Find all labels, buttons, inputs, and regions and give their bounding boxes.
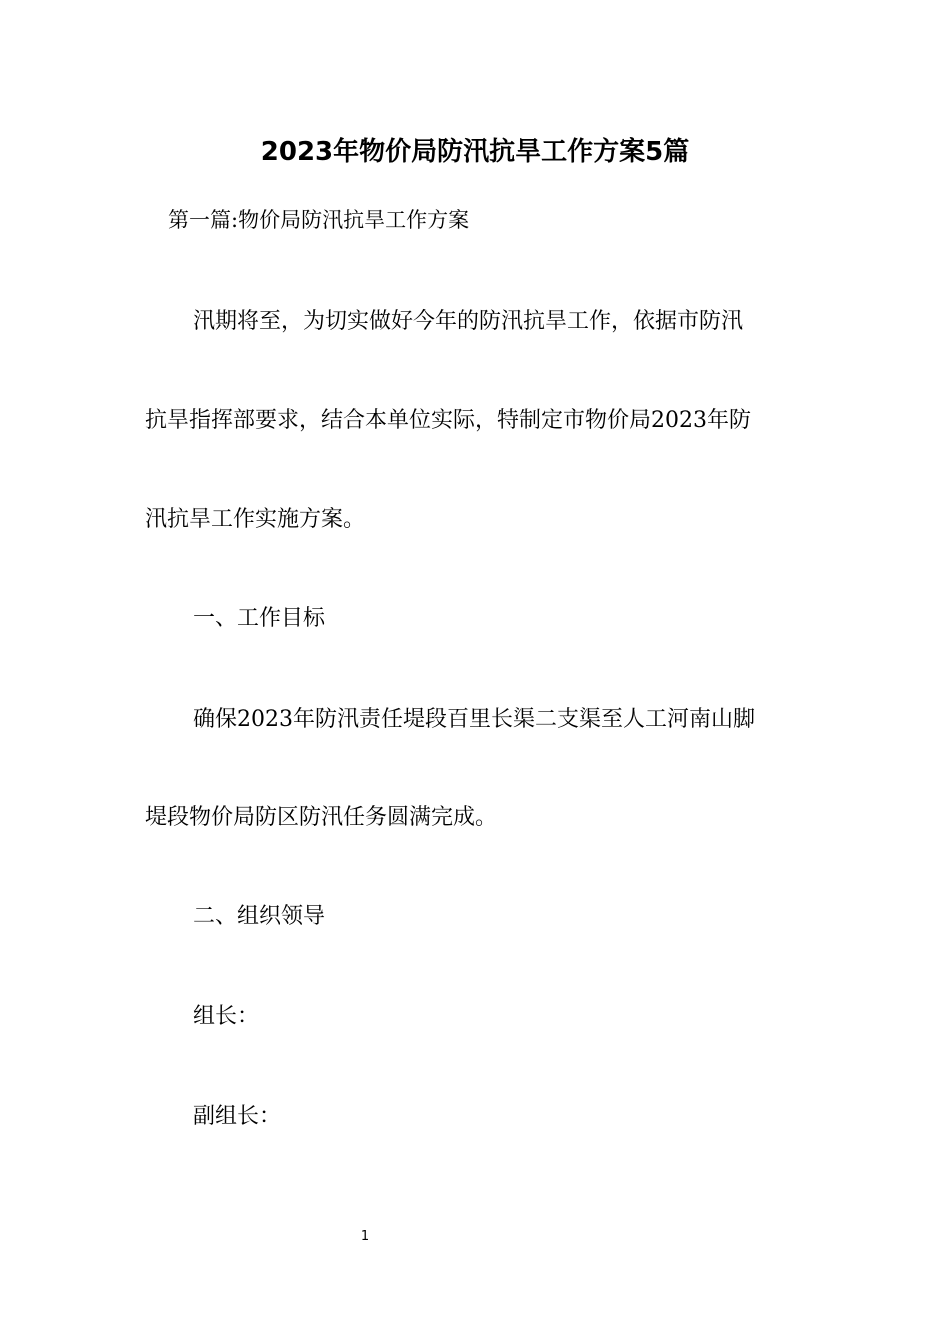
subtitle: 第一篇:物价局防汛抗旱工作方案 xyxy=(168,208,470,232)
leader-label: 组长： xyxy=(193,1004,260,1029)
paragraph-2-line-1: 确保2023年防汛责任堤段百里长渠二支渠至人工河南山脚 xyxy=(193,707,755,732)
section-2-heading: 二、组织领导 xyxy=(193,904,326,929)
paragraph-2-line-2: 堤段物价局防区防汛任务圆满完成。 xyxy=(145,805,498,830)
section-1-heading: 一、工作目标 xyxy=(193,606,326,631)
page-number: 1 xyxy=(360,1229,370,1244)
paragraph-1-line-2: 抗旱指挥部要求，结合本单位实际，特制定市物价局2023年防 xyxy=(145,408,751,433)
document-title: 2023年物价局防汛抗旱工作方案5篇 xyxy=(260,137,690,167)
paragraph-1-line-1: 汛期将至，为切实做好今年的防汛抗旱工作，依据市防汛 xyxy=(193,309,744,334)
paragraph-1-line-3: 汛抗旱工作实施方案。 xyxy=(145,507,366,532)
deputy-leader-label: 副组长： xyxy=(193,1104,282,1129)
